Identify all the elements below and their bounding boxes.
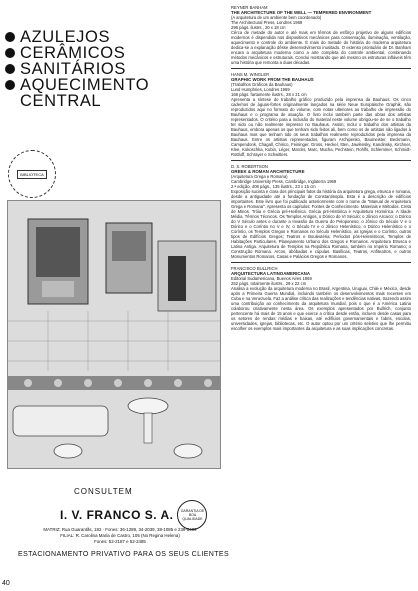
bathroom-illustration (7, 200, 221, 469)
review-body: Cêrca de metade do autor e até mais em têrmos de esfôrço projetivo de alguns edifícios modernos é dispendida nos dispositivos mecânicos para conservação, iluminação, ventilação, aquecimento e controle do ambiente. É mais do metade do história do moderna arquitetura dedica-se a explanação dêsse desenvolvimento inusitado. O extenso prontuário de Dr. Banham encara a arquitetura moderna como a arte completa do controle ambiental, combinando métodos mecânicos e estruturais. Conclui mostrando que até mesmo os estruturas infláveis têm uma história que remonta a duas décadas. (231, 30, 411, 65)
review-entry (231, 164, 411, 259)
ad-tagline: ESTACIONAMENTO PRIVATIVO PARA OS SEUS CLIENTES (18, 551, 230, 558)
review-author: FRANCISCO BULLRICH (231, 266, 278, 271)
product-item (5, 93, 149, 109)
bathroom-drawing (8, 201, 220, 468)
review-entry (231, 72, 411, 157)
review-title: GREEK & ROMAN ARCHITECTURE (231, 169, 305, 174)
review-author: D. S. ROBERTSON (231, 164, 268, 169)
product-label: SANITÁRIOS (20, 60, 126, 78)
address-filial: FILIAL: R. Carolina Maria de Castro, 105 (No Regina Helena) (60, 533, 180, 538)
review-author: HANS M. WINGLER (231, 72, 270, 77)
review-details: 2.ª edição, 408 págs., 135 ilustrs., 23 x 15 cm (231, 184, 316, 189)
review-entry (231, 266, 411, 331)
product-label: CENTRAL (20, 92, 102, 110)
company-name: I. V. FRANCO S. A. (60, 508, 174, 522)
review-subtitle: (Trabalhos Gráficos da Bauhaus) (231, 82, 293, 87)
bullet-icon (5, 80, 15, 90)
divider (231, 68, 411, 69)
product-item (5, 77, 149, 93)
review-title: GRAPHIC WORK FROM THE BAUHAUS (231, 77, 314, 82)
review-publisher: Lund Humphries, Londres 1969 (231, 87, 290, 92)
product-list (5, 29, 149, 109)
book-reviews (231, 5, 411, 585)
divider (231, 160, 411, 161)
company-logo (60, 500, 211, 530)
address-phones: Fones: 52-2187 e 52-2485 (94, 539, 146, 544)
product-label: AZULEJOS (20, 28, 111, 46)
review-body: Analisa a evolução da arquitetura moderna no Brasil, Argentina, Uruguai, Chile e México, desde após a Primeira Guerra Mundial, incluindo também os desenvolvimentos mais recentes em Cuba e na Venezuela. Faz a análise crítica das realizações e tendências nativas, trazendo assim uma contribuição ao conhecimento da arquitetura mundial, pois o que é a América Latina colaborou criativamente nesta área. Os exemplos apresentados por Bullrich, conjunto pertencente há mais de 15 anos e que exerce a crítica desde então, incluem desde casas para os setores de rendas médias e baixas, até edifícios governamentais e fabris, escolas, universidades, igrejas, bibliotecas, etc. O autor optou por um critério seletivo que lhe permitiu escolher os exemplos mais importantes da arquitetura e as suas implicações concretas. (231, 286, 411, 331)
review-body: Exposição sucinta e clara dos principais fatos da história da arquitetura grega, etrusca e romana, desde a antiguidade até a fundação de Constantinopla. Esta é a descrição de edifícios importantes. Este livro que foi publicado anteriormente com o nome de "Manual de Arquitetura Grega e Romana". Apresenta os capítulos: Fontes de Conhecimento. Materiais e Métodos. Creta de Minos. Tróia e Grécia pré-Helênica. Grécia pré-Histórica e Arquitetura Homérica. A Idade Média. Têrmos Técnicos. Os Templos Antigos, o Dórico do VI Século; o Jônico Arcaico; o Dórico do V Século antes e durante a Invasão da Guerra do Peloponeso; o Jônico do Século V e o Dórico e o Coríntio no V e IV, o Século IV e o Jônico Helenístico, o Dórico Helenístico e o Coríntio, os Templos Gregos e Romanos no Século Helenístico, as Igrejas e o Coríntio, outros tipos de Edifícios Gregos; Teatros e Bouleutéria; Períodos pós-Helenísticos, Templos de Habitações Particulares. Planejamento Urbano dos Gregos e Romanos. Arquitetura Etrusca e Latina Antiga. Arquitetura de Templos na República Romana, também no Império Romano; o Construção Romana. Arcos, abóbadas e cúpulas. Basílicas, Teatros, Anfiteatros, e outros Monumentos Romanos, Casas e Palácios Gregos e Romanos. (231, 189, 412, 259)
page-number: 40 (2, 580, 10, 587)
review-details: 296 págs. ilustrs., 20 x 18 cm (231, 25, 286, 30)
review-subtitle: (A arquitetura de um ambiente bem coordenado) (231, 15, 322, 20)
product-item (5, 29, 149, 45)
review-entry (231, 5, 411, 65)
address-matriz: MATRIZ: Rua Guarantãs, 182 · Fones: 36-1289, 34-2039, 38-1085 e 239-5409 (43, 527, 197, 532)
review-body: Apresenta a síntese do trabalho gráfico produzido pela imprensa da Bauhaus. Os cinco cadernos de águas-fortes originalmente lançados na série Neue Europäische Graphik, são reproduzidos aqui no formato do volume, com notas ulteriores ao trabalho de impressão do Bauhaus e o programa de atuação. O livro inclui também parte das obras dos artistas representados. O critério para a inclusão do material neste volume obrigou-se de se o trabalho ter sido ou não realmente impresso no Bauhaus. Assim, inclui o trabalho dos artistas da Bauhaus, embora apenas os que tenham sido feitos ali, bem como os de artistas não ligados à Bauhaus mas que tenham tido os seus trabalhos realmente reproduzidos pela imprensa da Bauhaus. Entre os artistas representados, figuram Archipenko, Baumeister, Beckmann, Campendonk, Chagall, Chirico, Feininger, Gross, Heckel, Itten, Jawlensky, Kandinsky, Kirchner, Klee, Kokoschka, Kubin, Léger, Marcks, Marc, Mucha, Pechstein, Rohlfs, Schlemmer, Schmidt-Rottluff, Schrayer e Schwitters. (231, 97, 411, 157)
quality-seal-icon: GARANTIA DE BOA QUALIDADE (177, 500, 207, 530)
review-subtitle: Editorial Sudamericana, Buenos Aires 1969 (231, 276, 312, 281)
consultem-label: CONSULTEM (74, 487, 133, 496)
product-item (5, 45, 149, 61)
library-stamp: BIBLIOTECA (8, 150, 56, 198)
review-author: REYNER BANHAM (231, 5, 268, 10)
product-label: CERÂMICOS (20, 44, 126, 62)
divider (231, 262, 411, 263)
review-title: ARQUITECTURA LATINOAMERICANA (231, 271, 311, 276)
review-details: 252 págs. totalmente ilustrs., 29 x 22 cm (231, 281, 307, 286)
product-label: AQUECIMENTO (20, 76, 150, 94)
review-publisher: Cambridge University Press, Cambridge, Inglaterra 1969 (231, 179, 337, 184)
bullet-icon (5, 32, 15, 42)
review-subtitle: (Arquitetura Grega e Romana) (231, 174, 288, 179)
bullet-icon (5, 48, 15, 58)
company-address (20, 527, 220, 545)
bullet-icon (5, 64, 15, 74)
review-title: THE ARCHITECTURE OF THE WELL — TEMPERED ENVIRONMENT (231, 10, 372, 15)
review-details: 168 págs. fartamente ilustrs., 28 x 21 cm (231, 92, 307, 97)
product-item (5, 61, 149, 77)
review-publisher: The Architectural Press, Londres 1969 (231, 20, 303, 25)
